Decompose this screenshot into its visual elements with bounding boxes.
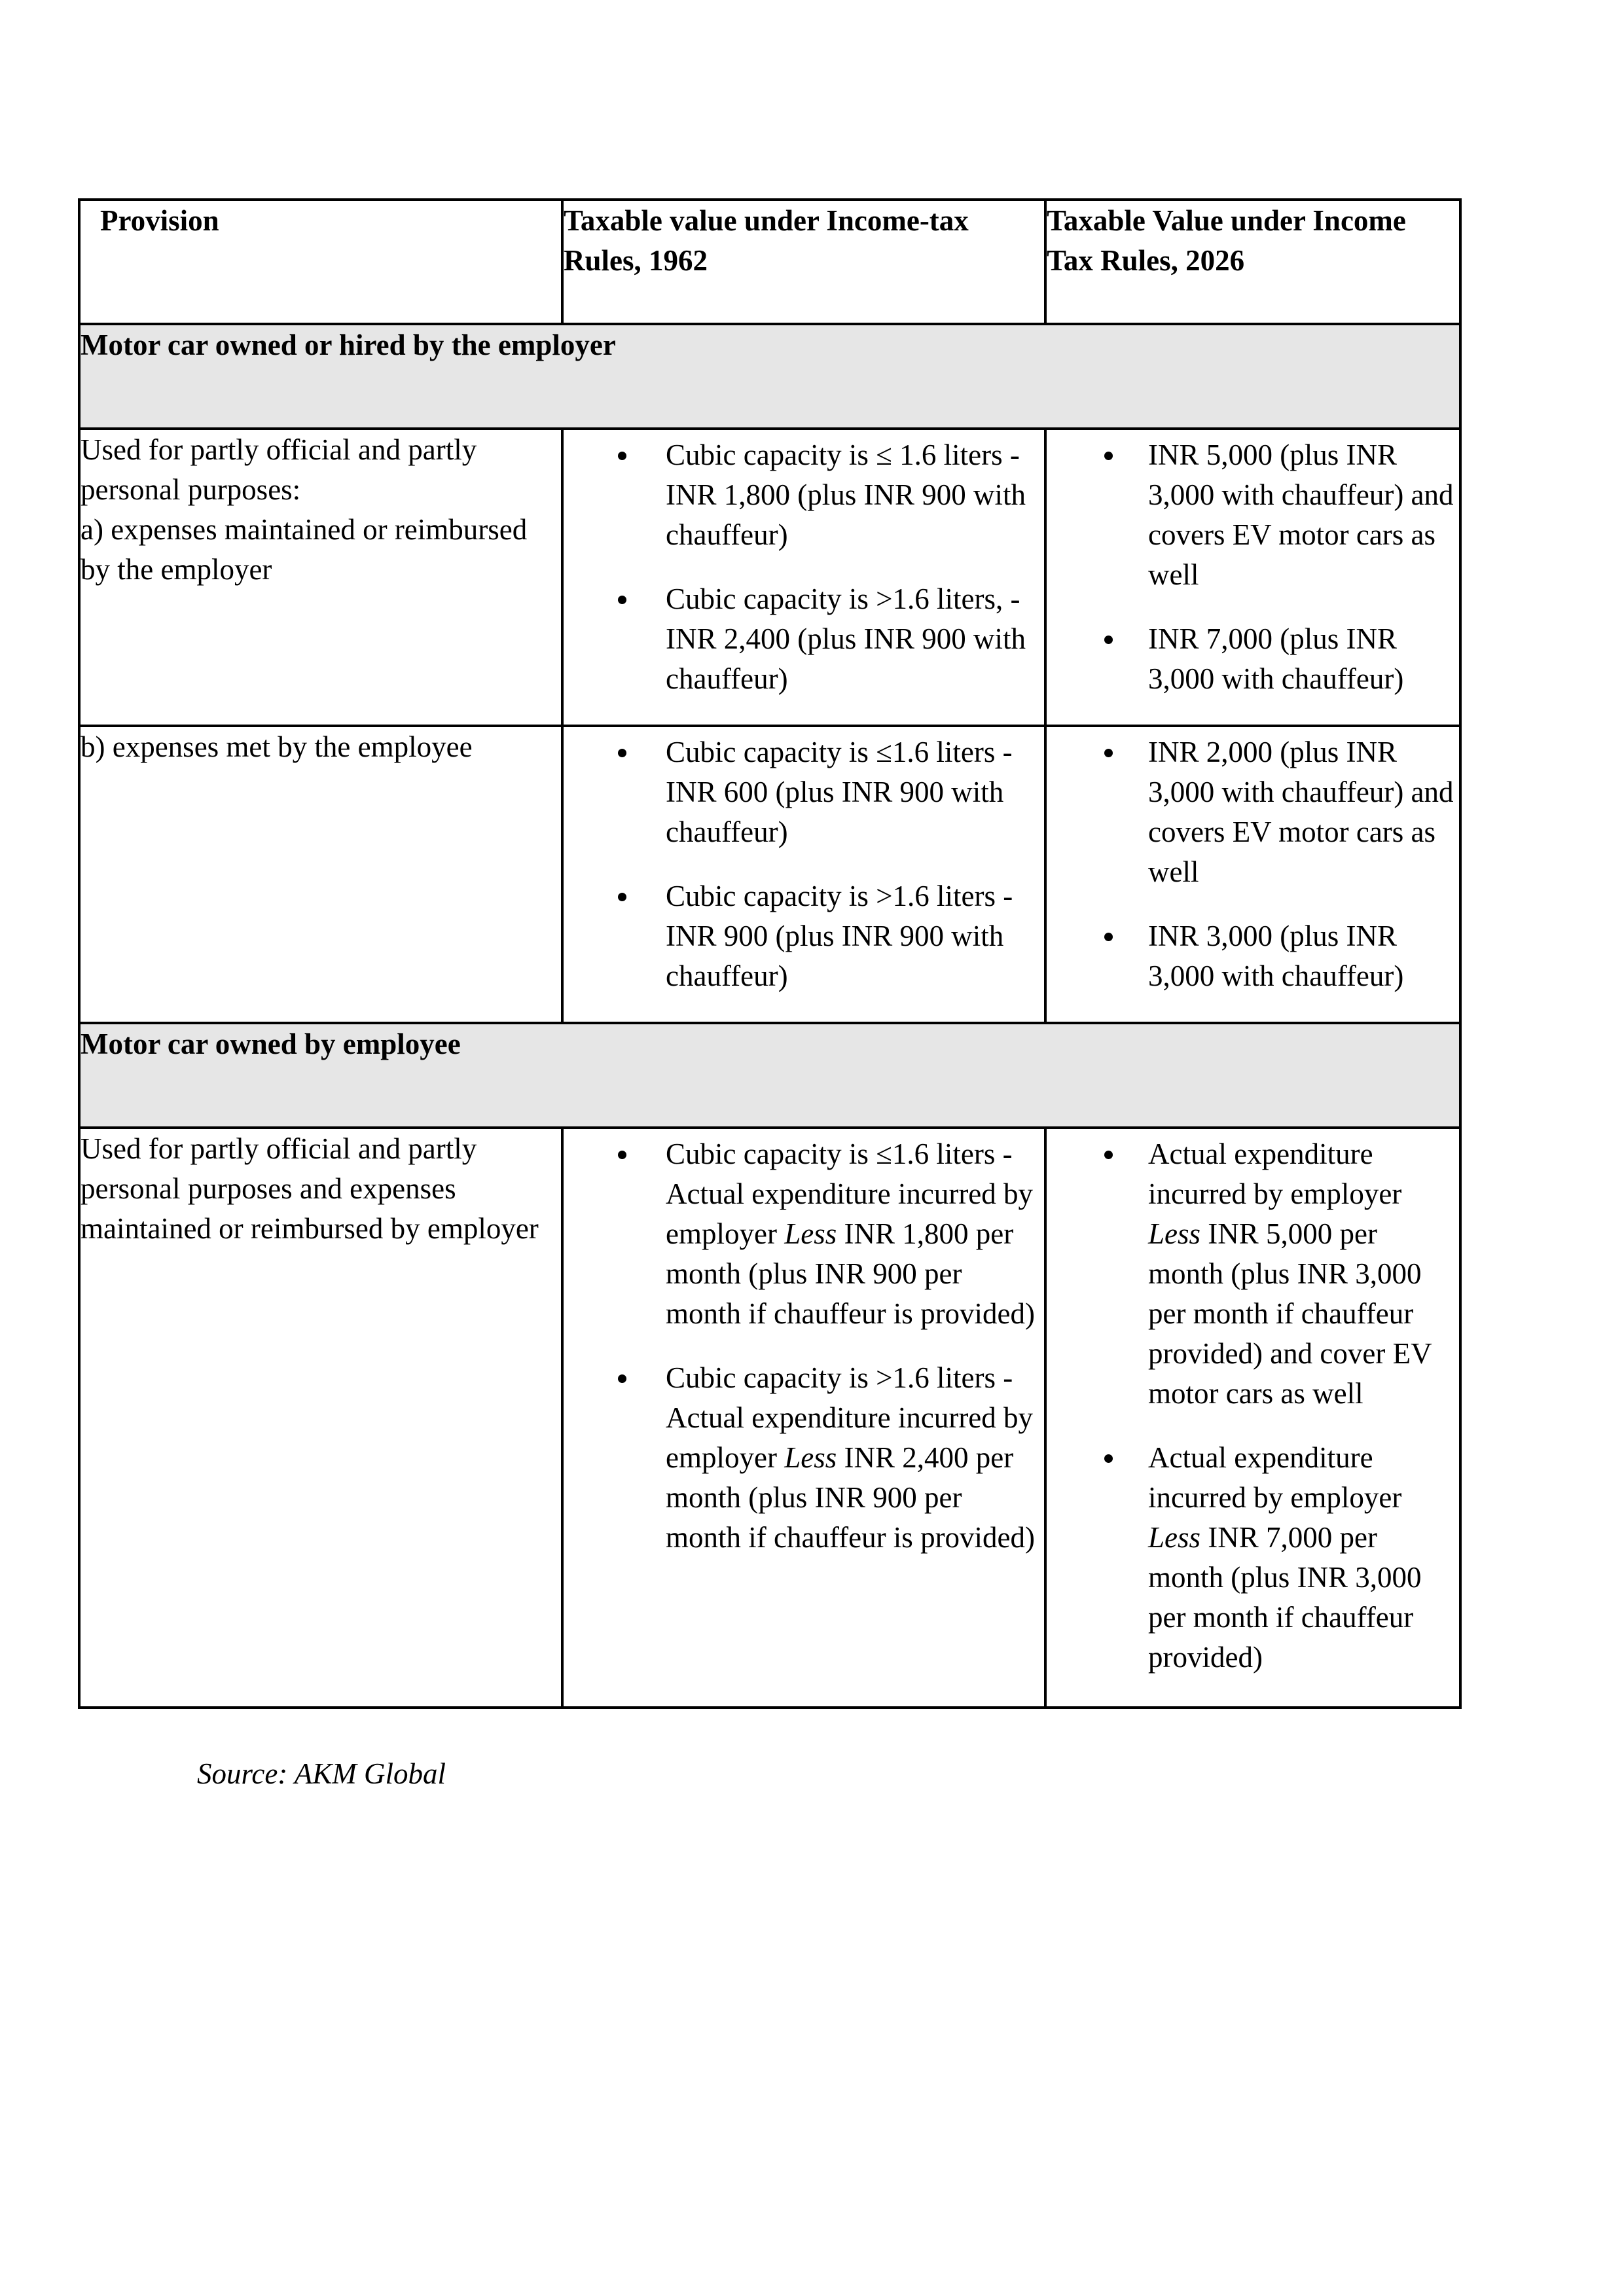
provision-cell: [79, 1128, 562, 1708]
list-item-text: INR 3,000 (plus INR 3,000 with chauffeur): [1148, 920, 1404, 992]
list-item-text-before: Cubic capacity is >1.6 liters - Actual expenditure incurred by employer: [666, 1361, 1034, 1474]
table-row: [79, 429, 1460, 726]
rules-1962-cell: [562, 726, 1045, 1023]
list-item-text-after: INR 7,000 per month (plus INR 3,000 per month if chauffeur provided): [1148, 1521, 1422, 1674]
list-item-text-italic: Less: [1148, 1217, 1201, 1250]
rules-2026-cell: [1045, 726, 1460, 1023]
list-item-text-after: INR 1,800 per month (plus INR 900 per month if chauffeur is provided): [666, 1217, 1036, 1330]
bullet-icon: [1104, 452, 1113, 460]
provision-cell: [79, 429, 562, 726]
provision-line: personal purposes:: [81, 473, 301, 506]
bullet-icon: [618, 1151, 626, 1159]
bullet-icon: [1104, 1151, 1113, 1159]
provision-line: a) expenses maintained or reimbursed: [81, 513, 528, 546]
rules-2026-cell: [1045, 429, 1460, 726]
bullet-icon: [618, 596, 626, 604]
provision-line: personal purposes and expenses: [81, 1172, 456, 1205]
list-item: [1047, 619, 1456, 699]
group-title: Motor car owned by employee: [79, 1023, 1460, 1128]
list-item: [564, 876, 1041, 996]
list-item-text: INR 2,000 (plus INR 3,000 with chauffeur) and covers EV motor cars as well: [1148, 736, 1454, 888]
list-item-text-after: INR 2,400 per month (plus INR 900 per month if chauffeur is provided): [666, 1441, 1036, 1554]
table-row: [79, 1128, 1460, 1708]
header-provision: Provision: [79, 200, 562, 324]
provision-line: b) expenses met by the employee: [81, 730, 473, 763]
bullet-icon: [1104, 636, 1113, 644]
rules-2026-cell: [1045, 1128, 1460, 1708]
list-item: [1047, 435, 1456, 595]
list-item: [564, 435, 1041, 555]
comparison-table: [78, 198, 1462, 1709]
list-item-text-after: INR 5,000 per month (plus INR 3,000 per month if chauffeur provided) and cover EV motor cars as well: [1148, 1217, 1432, 1410]
rules-1962-cell: [562, 1128, 1045, 1708]
list-item: [564, 1358, 1041, 1558]
bullet-icon: [618, 1374, 626, 1383]
list-item-text-before: Actual expenditure incurred by employer: [1148, 1441, 1402, 1514]
group-row-employee-owned: [79, 1023, 1460, 1128]
list-item: [1047, 1438, 1456, 1677]
group-row-employer-owned: [79, 324, 1460, 429]
list-item-text: Cubic capacity is >1.6 liters - INR 900 (plus INR 900 with chauffeur): [666, 880, 1013, 992]
list-item-text-before: Actual expenditure incurred by employer: [1148, 1138, 1402, 1210]
list-item-text: INR 5,000 (plus INR 3,000 with chauffeur) and covers EV motor cars as well: [1148, 439, 1454, 591]
bullet-icon: [618, 749, 626, 757]
list-item-text-italic: Less: [784, 1217, 837, 1250]
provision-line: by the employer: [81, 553, 272, 586]
bullet-icon: [1104, 933, 1113, 941]
list-item: [564, 732, 1041, 852]
provision-line: maintained or reimbursed by employer: [81, 1212, 539, 1245]
header-rules-2026: Taxable Value under Income Tax Rules, 2026: [1045, 200, 1460, 324]
list-item: [1047, 732, 1456, 892]
list-item: [1047, 1134, 1456, 1414]
bullet-icon: [618, 893, 626, 901]
list-item: [564, 1134, 1041, 1334]
list-item: [1047, 916, 1456, 996]
table-row: [79, 726, 1460, 1023]
provision-line: Used for partly official and partly: [81, 433, 477, 466]
list-item-text: Cubic capacity is ≤1.6 liters - INR 600 (plus INR 900 with chauffeur): [666, 736, 1013, 848]
header-row: [79, 200, 1460, 324]
bullet-icon: [1104, 749, 1113, 757]
bullet-icon: [618, 452, 626, 460]
list-item: [564, 579, 1041, 699]
bullet-icon: [1104, 1454, 1113, 1463]
source-caption: Source: AKM Global: [197, 1757, 446, 1790]
list-item-text: Cubic capacity is >1.6 liters, - INR 2,400 (plus INR 900 with chauffeur): [666, 583, 1026, 695]
provision-line: Used for partly official and partly: [81, 1132, 477, 1165]
list-item-text: Cubic capacity is ≤ 1.6 liters - INR 1,800 (plus INR 900 with chauffeur): [666, 439, 1026, 551]
list-item-text-before: Cubic capacity is ≤1.6 liters - Actual expenditure incurred by employer: [666, 1138, 1034, 1250]
list-item-text-italic: Less: [1148, 1521, 1201, 1554]
list-item-text-italic: Less: [784, 1441, 837, 1474]
group-title: Motor car owned or hired by the employer: [79, 324, 1460, 429]
rules-1962-cell: [562, 429, 1045, 726]
header-rules-1962: Taxable value under Income-tax Rules, 1962: [562, 200, 1045, 324]
list-item-text: INR 7,000 (plus INR 3,000 with chauffeur): [1148, 622, 1404, 695]
provision-cell: [79, 726, 562, 1023]
